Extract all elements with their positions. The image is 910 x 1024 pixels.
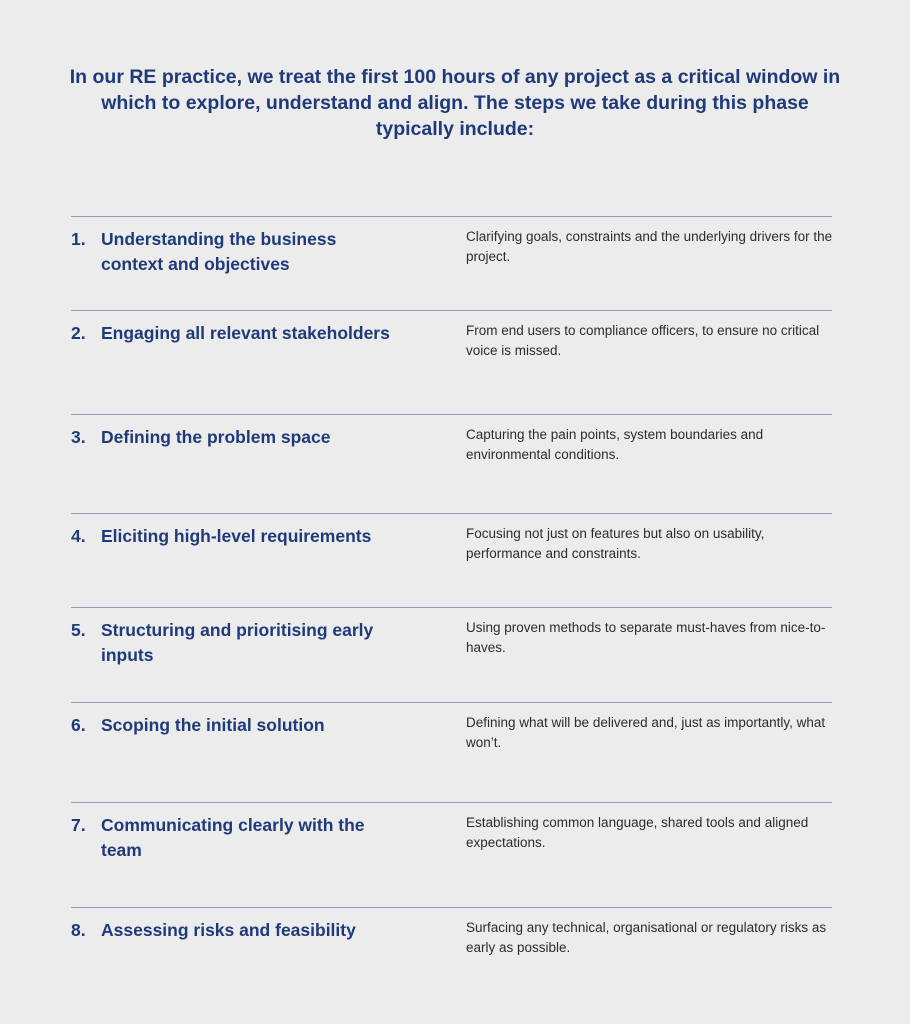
- step-number: 3.: [71, 427, 86, 447]
- step-number: 1.: [71, 229, 86, 249]
- step-item: [71, 216, 832, 310]
- step-title: Engaging all relevant stakeholders: [101, 323, 390, 343]
- intro-heading: In our RE practice, we treat the first 100 hours of any project as a critical window in which to explore, understand and align. The steps we take during this phase typically include:: [69, 66, 841, 140]
- step-item: [71, 702, 832, 802]
- step-number: 2.: [71, 323, 86, 343]
- step-description: Defining what will be delivered and, just as importantly, what won’t.: [466, 715, 826, 750]
- step-number: 7.: [71, 815, 86, 835]
- step-title: Scoping the initial solution: [101, 715, 325, 735]
- step-description: Establishing common language, shared tools and aligned expectations.: [466, 815, 809, 850]
- step-title: Assessing risks and feasibility: [101, 920, 356, 940]
- step-item: [71, 607, 832, 702]
- step-item: [71, 310, 832, 414]
- step-description: From end users to compliance officers, to ensure no critical voice is missed.: [466, 323, 820, 358]
- step-title: Eliciting high-level requirements: [101, 526, 372, 546]
- step-title: Structuring and prioritising early inputs: [101, 620, 374, 665]
- step-item: [71, 414, 832, 513]
- step-number: 8.: [71, 920, 86, 940]
- step-description: Capturing the pain points, system boundaries and environmental conditions.: [466, 427, 764, 462]
- step-description: Focusing not just on features but also on usability, performance and constraints.: [466, 526, 765, 561]
- step-title: Understanding the business context and objectives: [101, 229, 337, 274]
- step-item: [71, 802, 832, 907]
- step-description: Surfacing any technical, organisational or regulatory risks as early as possible.: [466, 920, 827, 955]
- step-item: [71, 907, 832, 987]
- step-title: Defining the problem space: [101, 427, 331, 447]
- step-title: Communicating clearly with the team: [101, 815, 365, 860]
- step-description: Using proven methods to separate must-haves from nice-to-haves.: [466, 620, 826, 655]
- step-number: 4.: [71, 526, 86, 546]
- step-number: 5.: [71, 620, 86, 640]
- step-item: [71, 513, 832, 607]
- step-description: Clarifying goals, constraints and the underlying drivers for the project.: [466, 229, 833, 264]
- step-number: 6.: [71, 715, 86, 735]
